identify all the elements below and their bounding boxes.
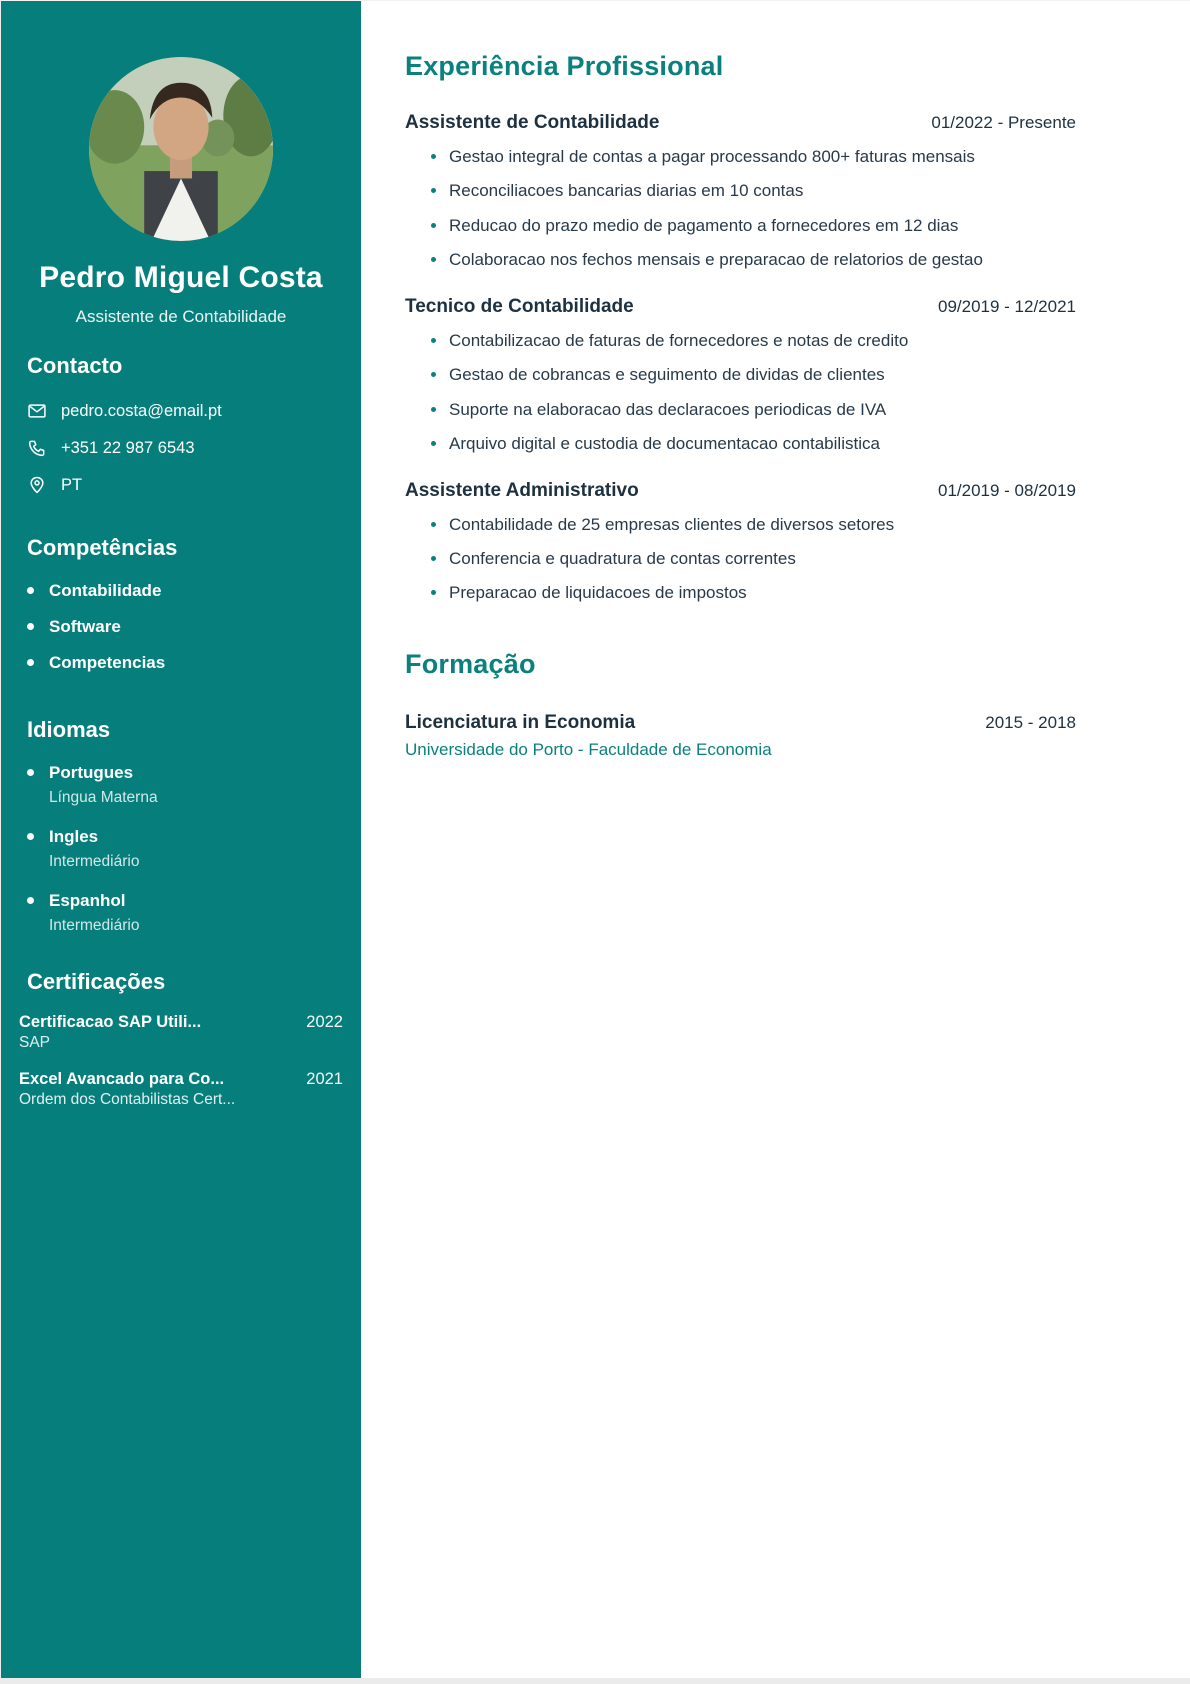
language-level: Língua Materna bbox=[49, 789, 158, 806]
bullet-dot-icon bbox=[431, 223, 436, 228]
main-content bbox=[361, 1, 1190, 760]
job-bullet-text: Conferencia e quadratura de contas correntes bbox=[449, 548, 796, 568]
job-bullet bbox=[431, 215, 1076, 237]
certifications-list bbox=[19, 1013, 343, 1109]
job-dates: 01/2022 - Presente bbox=[931, 113, 1076, 132]
bullet-dot-icon bbox=[431, 372, 436, 377]
job-bullet-text: Contabilidade de 25 empresas clientes de diversos setores bbox=[449, 514, 895, 534]
certification-item bbox=[19, 1070, 343, 1109]
bullet-dot-icon bbox=[27, 769, 34, 776]
job-bullet-text: Reconciliacoes bancarias diarias em 10 contas bbox=[449, 181, 804, 201]
job-bullet bbox=[431, 330, 1076, 352]
job-bullet bbox=[431, 180, 1076, 202]
education-entry bbox=[405, 712, 1076, 760]
bullet-dot-icon bbox=[27, 659, 34, 666]
job-bullet-text: Colaboracao nos fechos mensais e preparacao de relatorios de gestao bbox=[449, 250, 983, 270]
certification-year: 2022 bbox=[306, 1013, 343, 1031]
person-name: Pedro Miguel Costa bbox=[39, 261, 323, 294]
contact-heading: Contacto bbox=[27, 353, 123, 378]
contact-list bbox=[27, 401, 335, 495]
phone-icon bbox=[27, 438, 47, 458]
skill-item bbox=[27, 617, 335, 637]
bullet-dot-icon bbox=[431, 590, 436, 595]
job-bullet bbox=[431, 146, 1076, 168]
language-item bbox=[27, 827, 335, 871]
bullet-dot-icon bbox=[431, 257, 436, 262]
job-entry bbox=[405, 480, 1076, 605]
bullet-dot-icon bbox=[431, 407, 436, 412]
page-bottom-edge bbox=[1, 1678, 1190, 1684]
job-entry bbox=[405, 112, 1076, 272]
job-bullet bbox=[431, 514, 1076, 536]
envelope-icon bbox=[27, 401, 47, 421]
certification-issuer: SAP bbox=[19, 1034, 51, 1051]
certifications-heading: Certificações bbox=[27, 969, 166, 994]
job-title: Tecnico de Contabilidade bbox=[405, 295, 634, 317]
language-name: Espanhol bbox=[49, 891, 126, 910]
bullet-dot-icon bbox=[431, 441, 436, 446]
bullet-dot-icon bbox=[27, 833, 34, 840]
bullet-dot-icon bbox=[27, 587, 34, 594]
job-bullet-text: Arquivo digital e custodia de documentacao contabilistica bbox=[449, 434, 880, 454]
contact-phone: +351 22 987 6543 bbox=[61, 438, 195, 457]
language-name: Ingles bbox=[49, 827, 99, 846]
job-bullet bbox=[431, 548, 1076, 570]
job-entry bbox=[405, 296, 1076, 456]
sidebar bbox=[1, 1, 361, 1679]
bullet-dot-icon bbox=[431, 338, 436, 343]
certification-year: 2021 bbox=[306, 1070, 343, 1088]
location-pin-icon bbox=[27, 475, 47, 495]
contact-email-row bbox=[27, 401, 335, 421]
language-item bbox=[27, 763, 335, 807]
job-bullet bbox=[431, 249, 1076, 271]
job-bullet-list bbox=[405, 514, 1076, 605]
language-level: Intermediário bbox=[49, 917, 140, 934]
skill-label: Contabilidade bbox=[49, 581, 162, 600]
contact-location-row bbox=[27, 475, 335, 495]
certification-issuer: Ordem dos Contabilistas Cert... bbox=[19, 1091, 236, 1108]
skills-heading: Competências bbox=[27, 535, 178, 560]
education-section-heading: Formação bbox=[405, 648, 536, 679]
job-bullet bbox=[431, 582, 1076, 604]
job-bullet-text: Gestao integral de contas a pagar processando 800+ faturas mensais bbox=[449, 147, 975, 166]
job-bullet-list bbox=[405, 146, 1076, 272]
education-dates: 2015 - 2018 bbox=[985, 712, 1076, 732]
certification-item bbox=[19, 1013, 343, 1052]
contact-email: pedro.costa@email.pt bbox=[61, 401, 222, 420]
language-name: Portugues bbox=[49, 763, 134, 782]
language-item bbox=[27, 891, 335, 935]
languages-heading: Idiomas bbox=[27, 717, 111, 742]
job-bullet-text: Reducao do prazo medio de pagamento a fornecedores em 12 dias bbox=[449, 215, 959, 235]
bullet-dot-icon bbox=[431, 154, 436, 159]
job-dates: 09/2019 - 12/2021 bbox=[937, 296, 1076, 316]
bullet-dot-icon bbox=[431, 522, 436, 527]
experience-section-heading: Experiência Profissional bbox=[405, 51, 724, 81]
bullet-dot-icon bbox=[431, 556, 436, 561]
person-job-title: Assistente de Contabilidade bbox=[75, 307, 287, 326]
languages-list bbox=[27, 763, 335, 935]
profile-photo-placeholder bbox=[89, 57, 273, 241]
job-bullet-text: Gestao de cobrancas e seguimento de dividas de clientes bbox=[449, 365, 885, 385]
bullet-dot-icon bbox=[27, 897, 34, 904]
contact-location: PT bbox=[61, 475, 83, 494]
certification-title: Certificacao SAP Utili... bbox=[19, 1013, 202, 1031]
job-bullet-text: Suporte na elaboracao das declaracoes periodicas de IVA bbox=[449, 399, 887, 419]
job-bullet bbox=[431, 433, 1076, 455]
skills-list bbox=[27, 581, 335, 673]
education-school-link[interactable]: Universidade do Porto - Faculdade de Economia bbox=[405, 739, 772, 759]
language-level: Intermediário bbox=[49, 853, 140, 870]
education-section bbox=[405, 649, 1076, 760]
skill-item bbox=[27, 653, 335, 673]
job-title: Assistente Administrativo bbox=[405, 479, 639, 501]
profile-photo bbox=[89, 57, 273, 241]
education-degree: Licenciatura in Economia bbox=[405, 711, 636, 733]
job-dates: 01/2019 - 08/2019 bbox=[937, 480, 1076, 500]
job-bullet bbox=[431, 364, 1076, 386]
job-bullet bbox=[431, 399, 1076, 421]
certification-title: Excel Avancado para Co... bbox=[19, 1070, 225, 1088]
contact-phone-row bbox=[27, 438, 335, 458]
job-bullet-list bbox=[405, 330, 1076, 456]
bullet-dot-icon bbox=[27, 623, 34, 630]
job-title: Assistente de Contabilidade bbox=[405, 112, 660, 133]
job-bullet-text: Preparacao de liquidacoes de impostos bbox=[449, 583, 747, 603]
skill-item bbox=[27, 581, 335, 601]
bullet-dot-icon bbox=[431, 188, 436, 193]
job-bullet-text: Contabilizacao de faturas de fornecedores e notas de credito bbox=[449, 330, 909, 350]
skill-label: Software bbox=[49, 617, 121, 636]
skill-label: Competencias bbox=[49, 653, 166, 672]
